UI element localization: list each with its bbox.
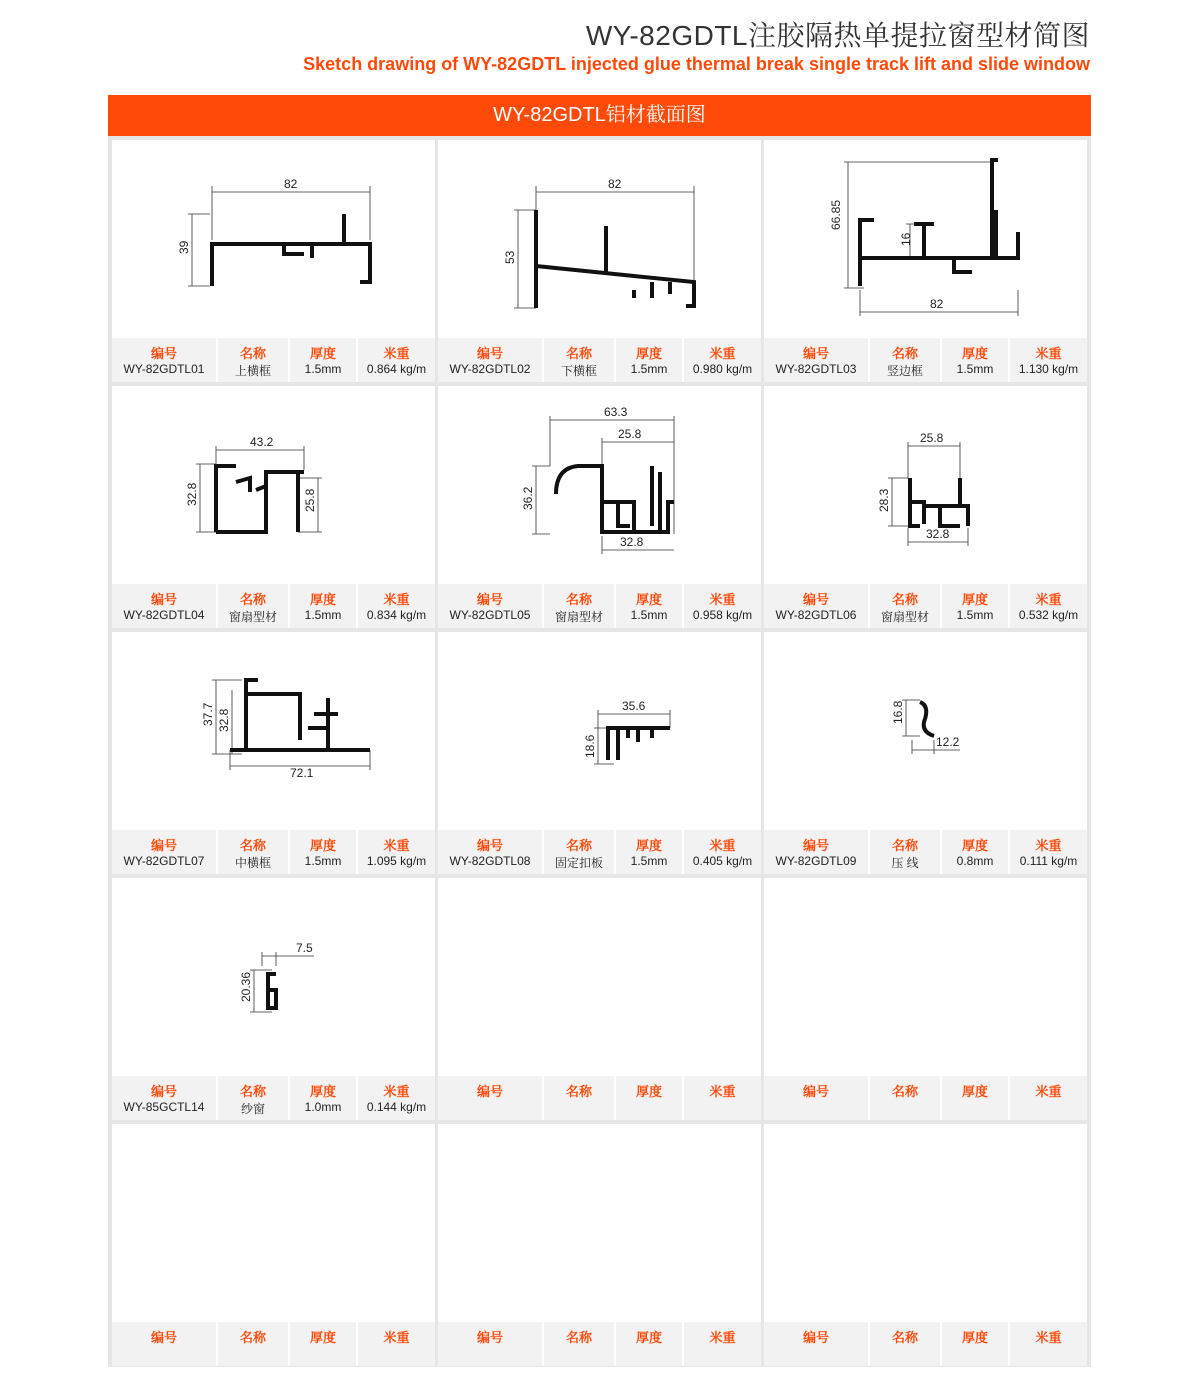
spec-name-header: 名称 bbox=[239, 1084, 266, 1099]
spec-code-column bbox=[764, 1322, 868, 1366]
spec-code-header: 编号 bbox=[476, 1084, 503, 1099]
spec-code-value: WY-82GDTL08 bbox=[449, 854, 531, 868]
spec-code-column bbox=[438, 1322, 542, 1366]
spec-weight-header: 米重 bbox=[709, 1084, 736, 1099]
column-divider bbox=[542, 584, 544, 628]
spec-weight-column bbox=[684, 338, 761, 382]
column-divider bbox=[1008, 338, 1010, 382]
spec-bar bbox=[438, 338, 761, 382]
spec-weight-column bbox=[358, 1322, 435, 1366]
profile-card bbox=[438, 878, 761, 1120]
spec-code-header: 编号 bbox=[150, 1330, 177, 1345]
spec-thickness-column bbox=[616, 1322, 682, 1366]
spec-code-value: WY-82GDTL04 bbox=[123, 608, 205, 622]
section-sketch bbox=[112, 386, 435, 584]
dimension-label: 7.5 bbox=[296, 941, 313, 955]
spec-code-header: 编号 bbox=[802, 346, 829, 361]
spec-name-header: 名称 bbox=[565, 592, 592, 607]
profile-drawing bbox=[112, 632, 435, 830]
spec-thickness-header: 厚度 bbox=[961, 1330, 988, 1345]
spec-code-column bbox=[112, 830, 216, 874]
section-sketch bbox=[112, 632, 435, 830]
column-divider bbox=[868, 1322, 870, 1366]
column-divider bbox=[356, 1076, 358, 1120]
spec-weight-value: 0.405 kg/m bbox=[692, 854, 753, 868]
spec-weight-value: 0.864 kg/m bbox=[366, 362, 427, 376]
dimension-label: 63.3 bbox=[604, 405, 628, 419]
spec-thickness-value: 1.5mm bbox=[956, 608, 994, 622]
spec-code-column bbox=[438, 584, 542, 628]
spec-code-value: WY-82GDTL09 bbox=[775, 854, 857, 868]
spec-code-header: 编号 bbox=[476, 592, 503, 607]
profile-card bbox=[764, 632, 1087, 874]
spec-thickness-value: 1.5mm bbox=[304, 362, 342, 376]
column-divider bbox=[216, 584, 218, 628]
column-divider bbox=[868, 1076, 870, 1120]
profile-drawing bbox=[112, 140, 435, 338]
dimension-label: 82 bbox=[930, 297, 944, 311]
profile-card bbox=[438, 386, 761, 628]
spec-name-header: 名称 bbox=[891, 1084, 918, 1099]
page-subtitle: Sketch drawing of WY-82GDTL injected glue thermal break single track lift and slide window bbox=[303, 54, 1090, 74]
spec-thickness-header: 厚度 bbox=[309, 346, 336, 361]
spec-code-header: 编号 bbox=[150, 592, 177, 607]
section-sketch bbox=[764, 386, 1087, 584]
profile-drawing bbox=[438, 140, 761, 338]
spec-thickness-header: 厚度 bbox=[309, 838, 336, 853]
profile-drawing bbox=[438, 386, 761, 584]
column-divider bbox=[542, 1076, 544, 1120]
dimension-label: 39 bbox=[177, 240, 191, 254]
spec-code-header: 编号 bbox=[802, 1084, 829, 1099]
spec-code-value: WY-82GDTL06 bbox=[775, 608, 857, 622]
spec-name-column bbox=[544, 1076, 614, 1120]
spec-name-value: 中横框 bbox=[234, 856, 271, 870]
spec-bar bbox=[112, 830, 435, 874]
profile-drawing bbox=[438, 632, 761, 830]
spec-name-column bbox=[870, 338, 940, 382]
spec-name-value: 窗扇型材 bbox=[880, 610, 929, 624]
spec-weight-header: 米重 bbox=[709, 838, 736, 853]
spec-name-header: 名称 bbox=[565, 1330, 592, 1345]
profile-drawing bbox=[764, 1124, 1087, 1322]
spec-code-value: WY-82GDTL03 bbox=[775, 362, 857, 376]
profile-drawing bbox=[764, 386, 1087, 584]
dimension-label: 16.8 bbox=[891, 700, 905, 724]
column-divider bbox=[1008, 830, 1010, 874]
spec-thickness-header: 厚度 bbox=[309, 1330, 336, 1345]
spec-thickness-column bbox=[616, 338, 682, 382]
spec-code-value: WY-82GDTL02 bbox=[449, 362, 531, 376]
dimension-label: 82 bbox=[608, 177, 622, 191]
profile-card bbox=[112, 878, 435, 1120]
column-divider bbox=[940, 1322, 942, 1366]
column-divider bbox=[288, 584, 290, 628]
spec-weight-header: 米重 bbox=[383, 1330, 410, 1345]
spec-weight-column bbox=[684, 1322, 761, 1366]
spec-weight-column bbox=[684, 1076, 761, 1120]
page-title: WY-82GDTL注胶隔热单提拉窗型材简图 bbox=[585, 20, 1090, 51]
dimension-label: 53 bbox=[503, 250, 517, 264]
spec-thickness-column bbox=[942, 1076, 1008, 1120]
spec-thickness-column bbox=[616, 830, 682, 874]
spec-name-column bbox=[218, 1076, 288, 1120]
spec-thickness-value: 1.0mm bbox=[304, 1100, 342, 1114]
profile-drawing bbox=[112, 1124, 435, 1322]
dimension-label: 12.2 bbox=[936, 735, 960, 749]
spec-name-column bbox=[544, 1322, 614, 1366]
dimension-label: 28.3 bbox=[877, 488, 891, 512]
spec-code-column bbox=[438, 338, 542, 382]
spec-code-header: 编号 bbox=[150, 346, 177, 361]
column-divider bbox=[940, 338, 942, 382]
column-divider bbox=[682, 1322, 684, 1366]
spec-weight-header: 米重 bbox=[1035, 838, 1062, 853]
dimension-label: 32.8 bbox=[217, 708, 231, 732]
spec-weight-column bbox=[358, 1076, 435, 1120]
spec-bar bbox=[438, 830, 761, 874]
spec-bar bbox=[112, 1322, 435, 1366]
dimension-label: 18.6 bbox=[583, 734, 597, 758]
spec-name-header: 名称 bbox=[891, 838, 918, 853]
spec-name-header: 名称 bbox=[239, 592, 266, 607]
spec-bar bbox=[112, 584, 435, 628]
spec-name-header: 名称 bbox=[239, 838, 266, 853]
spec-name-value: 纱窗 bbox=[240, 1102, 265, 1116]
spec-bar bbox=[438, 1076, 761, 1120]
profile-card bbox=[438, 140, 761, 382]
spec-thickness-value: 1.5mm bbox=[630, 362, 668, 376]
page-header bbox=[0, 0, 1198, 95]
spec-thickness-header: 厚度 bbox=[635, 346, 662, 361]
spec-code-header: 编号 bbox=[476, 346, 503, 361]
spec-thickness-value: 1.5mm bbox=[304, 608, 342, 622]
spec-thickness-header: 厚度 bbox=[309, 1084, 336, 1099]
column-divider bbox=[542, 1322, 544, 1366]
column-divider bbox=[1008, 1322, 1010, 1366]
column-divider bbox=[216, 830, 218, 874]
spec-name-value: 窗扇型材 bbox=[228, 610, 277, 624]
profile-drawing bbox=[112, 386, 435, 584]
spec-weight-header: 米重 bbox=[709, 1330, 736, 1345]
spec-name-column bbox=[544, 584, 614, 628]
section-sketch bbox=[438, 386, 761, 584]
column-divider bbox=[216, 1076, 218, 1120]
column-divider bbox=[288, 1076, 290, 1120]
column-divider bbox=[288, 830, 290, 874]
spec-weight-value: 0.958 kg/m bbox=[692, 608, 753, 622]
dimension-label: 32.8 bbox=[620, 535, 644, 549]
column-divider bbox=[614, 338, 616, 382]
spec-weight-header: 米重 bbox=[1035, 1330, 1062, 1345]
spec-name-column bbox=[870, 1076, 940, 1120]
spec-code-column bbox=[112, 338, 216, 382]
spec-thickness-column bbox=[290, 1076, 356, 1120]
spec-bar bbox=[112, 1076, 435, 1120]
column-divider bbox=[868, 584, 870, 628]
column-divider bbox=[940, 584, 942, 628]
spec-code-value: WY-82GDTL01 bbox=[123, 362, 205, 376]
spec-weight-value: 0.980 kg/m bbox=[692, 362, 753, 376]
spec-weight-column bbox=[1010, 584, 1087, 628]
spec-weight-header: 米重 bbox=[1035, 592, 1062, 607]
spec-name-header: 名称 bbox=[565, 1084, 592, 1099]
spec-weight-value: 0.111 kg/m bbox=[1019, 854, 1078, 868]
spec-thickness-value: 0.8mm bbox=[956, 854, 994, 868]
spec-name-header: 名称 bbox=[891, 1330, 918, 1345]
dimension-label: 25.8 bbox=[303, 488, 317, 512]
dimension-label: 16 bbox=[899, 232, 913, 246]
column-divider bbox=[614, 584, 616, 628]
profile-card bbox=[438, 1124, 761, 1366]
spec-thickness-header: 厚度 bbox=[635, 592, 662, 607]
spec-bar bbox=[764, 584, 1087, 628]
profile-card bbox=[112, 1124, 435, 1366]
spec-code-column bbox=[112, 584, 216, 628]
spec-name-header: 名称 bbox=[239, 1330, 266, 1345]
profile-card bbox=[438, 632, 761, 874]
spec-name-value: 固定扣板 bbox=[554, 856, 603, 870]
column-divider bbox=[940, 830, 942, 874]
spec-weight-value: 0.834 kg/m bbox=[366, 608, 427, 622]
spec-thickness-column bbox=[290, 338, 356, 382]
spec-weight-column bbox=[358, 584, 435, 628]
spec-thickness-header: 厚度 bbox=[961, 838, 988, 853]
spec-weight-header: 米重 bbox=[709, 592, 736, 607]
dimension-label: 36.2 bbox=[521, 486, 535, 510]
spec-weight-column bbox=[1010, 1322, 1087, 1366]
spec-thickness-column bbox=[290, 1322, 356, 1366]
column-divider bbox=[356, 338, 358, 382]
spec-name-column bbox=[870, 1322, 940, 1366]
spec-name-value: 竖边框 bbox=[886, 364, 923, 378]
spec-thickness-header: 厚度 bbox=[635, 1330, 662, 1345]
spec-code-header: 编号 bbox=[476, 1330, 503, 1345]
spec-weight-header: 米重 bbox=[709, 346, 736, 361]
column-divider bbox=[868, 338, 870, 382]
spec-name-column bbox=[870, 584, 940, 628]
section-sketch bbox=[112, 878, 435, 1076]
spec-thickness-header: 厚度 bbox=[961, 346, 988, 361]
column-divider bbox=[682, 830, 684, 874]
profile-card bbox=[112, 386, 435, 628]
dimension-label: 37.7 bbox=[201, 702, 215, 726]
spec-thickness-value: 1.5mm bbox=[304, 854, 342, 868]
spec-weight-header: 米重 bbox=[383, 838, 410, 853]
dimension-label: 66.85 bbox=[829, 199, 843, 230]
spec-thickness-header: 厚度 bbox=[635, 1084, 662, 1099]
spec-weight-column bbox=[358, 830, 435, 874]
spec-code-value: WY-85GCTL14 bbox=[123, 1100, 205, 1114]
spec-code-column bbox=[764, 1076, 868, 1120]
profile-drawing bbox=[438, 878, 761, 1076]
column-divider bbox=[542, 338, 544, 382]
spec-code-header: 编号 bbox=[802, 592, 829, 607]
spec-thickness-column bbox=[942, 584, 1008, 628]
section-sketch bbox=[438, 632, 761, 830]
spec-name-header: 名称 bbox=[565, 346, 592, 361]
spec-name-value: 压 线 bbox=[891, 856, 919, 870]
spec-weight-column bbox=[1010, 338, 1087, 382]
column-divider bbox=[614, 1322, 616, 1366]
dimension-label: 25.8 bbox=[920, 431, 944, 445]
spec-weight-column bbox=[684, 830, 761, 874]
column-divider bbox=[542, 830, 544, 874]
spec-weight-header: 米重 bbox=[383, 346, 410, 361]
spec-name-column bbox=[544, 338, 614, 382]
spec-bar bbox=[438, 584, 761, 628]
dimension-label: 20.36 bbox=[239, 971, 253, 1002]
spec-bar bbox=[764, 1076, 1087, 1120]
spec-bar bbox=[764, 1322, 1087, 1366]
profile-drawing bbox=[764, 632, 1087, 830]
column-divider bbox=[682, 338, 684, 382]
profile-drawing bbox=[438, 1124, 761, 1322]
spec-weight-value: 0.144 kg/m bbox=[366, 1100, 427, 1114]
spec-code-column bbox=[764, 830, 868, 874]
spec-name-header: 名称 bbox=[891, 592, 918, 607]
profile-card bbox=[764, 878, 1087, 1120]
spec-name-value: 窗扇型材 bbox=[554, 610, 603, 624]
spec-thickness-column bbox=[616, 584, 682, 628]
spec-thickness-column bbox=[290, 830, 356, 874]
column-divider bbox=[356, 830, 358, 874]
spec-thickness-header: 厚度 bbox=[961, 592, 988, 607]
spec-code-value: WY-82GDTL07 bbox=[123, 854, 205, 868]
spec-code-column bbox=[764, 338, 868, 382]
profile-card bbox=[764, 1124, 1087, 1366]
column-divider bbox=[1008, 584, 1010, 628]
spec-weight-header: 米重 bbox=[1035, 346, 1062, 361]
spec-name-column bbox=[218, 338, 288, 382]
dimension-label: 25.8 bbox=[618, 427, 642, 441]
spec-code-value: WY-82GDTL05 bbox=[449, 608, 531, 622]
profile-card bbox=[764, 386, 1087, 628]
column-divider bbox=[614, 830, 616, 874]
spec-name-column bbox=[218, 584, 288, 628]
section-sketch bbox=[764, 632, 1087, 830]
column-divider bbox=[868, 830, 870, 874]
column-divider bbox=[682, 584, 684, 628]
section-sketch bbox=[438, 140, 761, 338]
spec-thickness-column bbox=[942, 830, 1008, 874]
spec-weight-value: 1.130 kg/m bbox=[1018, 362, 1079, 376]
spec-code-header: 编号 bbox=[802, 1330, 829, 1345]
column-divider bbox=[940, 1076, 942, 1120]
spec-weight-header: 米重 bbox=[383, 592, 410, 607]
spec-code-column bbox=[438, 1076, 542, 1120]
profile-card bbox=[112, 632, 435, 874]
spec-thickness-header: 厚度 bbox=[635, 838, 662, 853]
spec-name-value: 下横框 bbox=[560, 364, 597, 378]
dimension-label: 35.6 bbox=[622, 699, 646, 713]
profile-card bbox=[764, 140, 1087, 382]
spec-bar bbox=[438, 1322, 761, 1366]
spec-weight-value: 1.095 kg/m bbox=[366, 854, 427, 868]
column-divider bbox=[682, 1076, 684, 1120]
column-divider bbox=[1008, 1076, 1010, 1120]
spec-code-column bbox=[438, 830, 542, 874]
spec-thickness-column bbox=[942, 338, 1008, 382]
spec-name-header: 名称 bbox=[891, 346, 918, 361]
dimension-label: 32.8 bbox=[926, 527, 950, 541]
spec-thickness-value: 1.5mm bbox=[630, 854, 668, 868]
column-divider bbox=[216, 338, 218, 382]
profile-drawing bbox=[764, 878, 1087, 1076]
spec-thickness-header: 厚度 bbox=[961, 1084, 988, 1099]
spec-code-header: 编号 bbox=[476, 838, 503, 853]
spec-name-column bbox=[870, 830, 940, 874]
column-divider bbox=[288, 1322, 290, 1366]
spec-code-column bbox=[112, 1076, 216, 1120]
spec-code-header: 编号 bbox=[802, 838, 829, 853]
column-divider bbox=[356, 584, 358, 628]
spec-code-column bbox=[112, 1322, 216, 1366]
spec-weight-column bbox=[1010, 830, 1087, 874]
column-divider bbox=[288, 338, 290, 382]
column-divider bbox=[216, 1322, 218, 1366]
spec-thickness-header: 厚度 bbox=[309, 592, 336, 607]
spec-thickness-column bbox=[290, 584, 356, 628]
spec-weight-header: 米重 bbox=[383, 1084, 410, 1099]
spec-code-header: 编号 bbox=[150, 1084, 177, 1099]
spec-bar bbox=[112, 338, 435, 382]
section-sketch bbox=[112, 140, 435, 338]
dimension-label: 32.8 bbox=[185, 482, 199, 506]
spec-thickness-value: 1.5mm bbox=[630, 608, 668, 622]
spec-weight-column bbox=[1010, 1076, 1087, 1120]
spec-code-column bbox=[764, 584, 868, 628]
spec-bar bbox=[764, 338, 1087, 382]
dimension-label: 72.1 bbox=[290, 766, 314, 780]
spec-thickness-column bbox=[616, 1076, 682, 1120]
spec-thickness-column bbox=[942, 1322, 1008, 1366]
column-divider bbox=[356, 1322, 358, 1366]
spec-weight-header: 米重 bbox=[1035, 1084, 1062, 1099]
spec-bar bbox=[764, 830, 1087, 874]
section-sketch bbox=[764, 140, 1087, 338]
spec-name-header: 名称 bbox=[239, 346, 266, 361]
spec-name-column bbox=[544, 830, 614, 874]
spec-code-header: 编号 bbox=[150, 838, 177, 853]
spec-thickness-value: 1.5mm bbox=[956, 362, 994, 376]
spec-weight-column bbox=[358, 338, 435, 382]
spec-name-value: 上横框 bbox=[234, 364, 271, 378]
section-banner: WY-82GDTL铝材截面图 bbox=[108, 95, 1091, 136]
profile-drawing bbox=[764, 140, 1087, 338]
spec-name-column bbox=[218, 1322, 288, 1366]
spec-name-header: 名称 bbox=[565, 838, 592, 853]
dimension-label: 82 bbox=[284, 177, 298, 191]
profile-drawing bbox=[112, 878, 435, 1076]
profile-card bbox=[112, 140, 435, 382]
dimension-label: 43.2 bbox=[250, 435, 274, 449]
column-divider bbox=[614, 1076, 616, 1120]
spec-name-column bbox=[218, 830, 288, 874]
spec-weight-column bbox=[684, 584, 761, 628]
spec-weight-value: 0.532 kg/m bbox=[1018, 608, 1079, 622]
profile-panel bbox=[108, 95, 1091, 1367]
